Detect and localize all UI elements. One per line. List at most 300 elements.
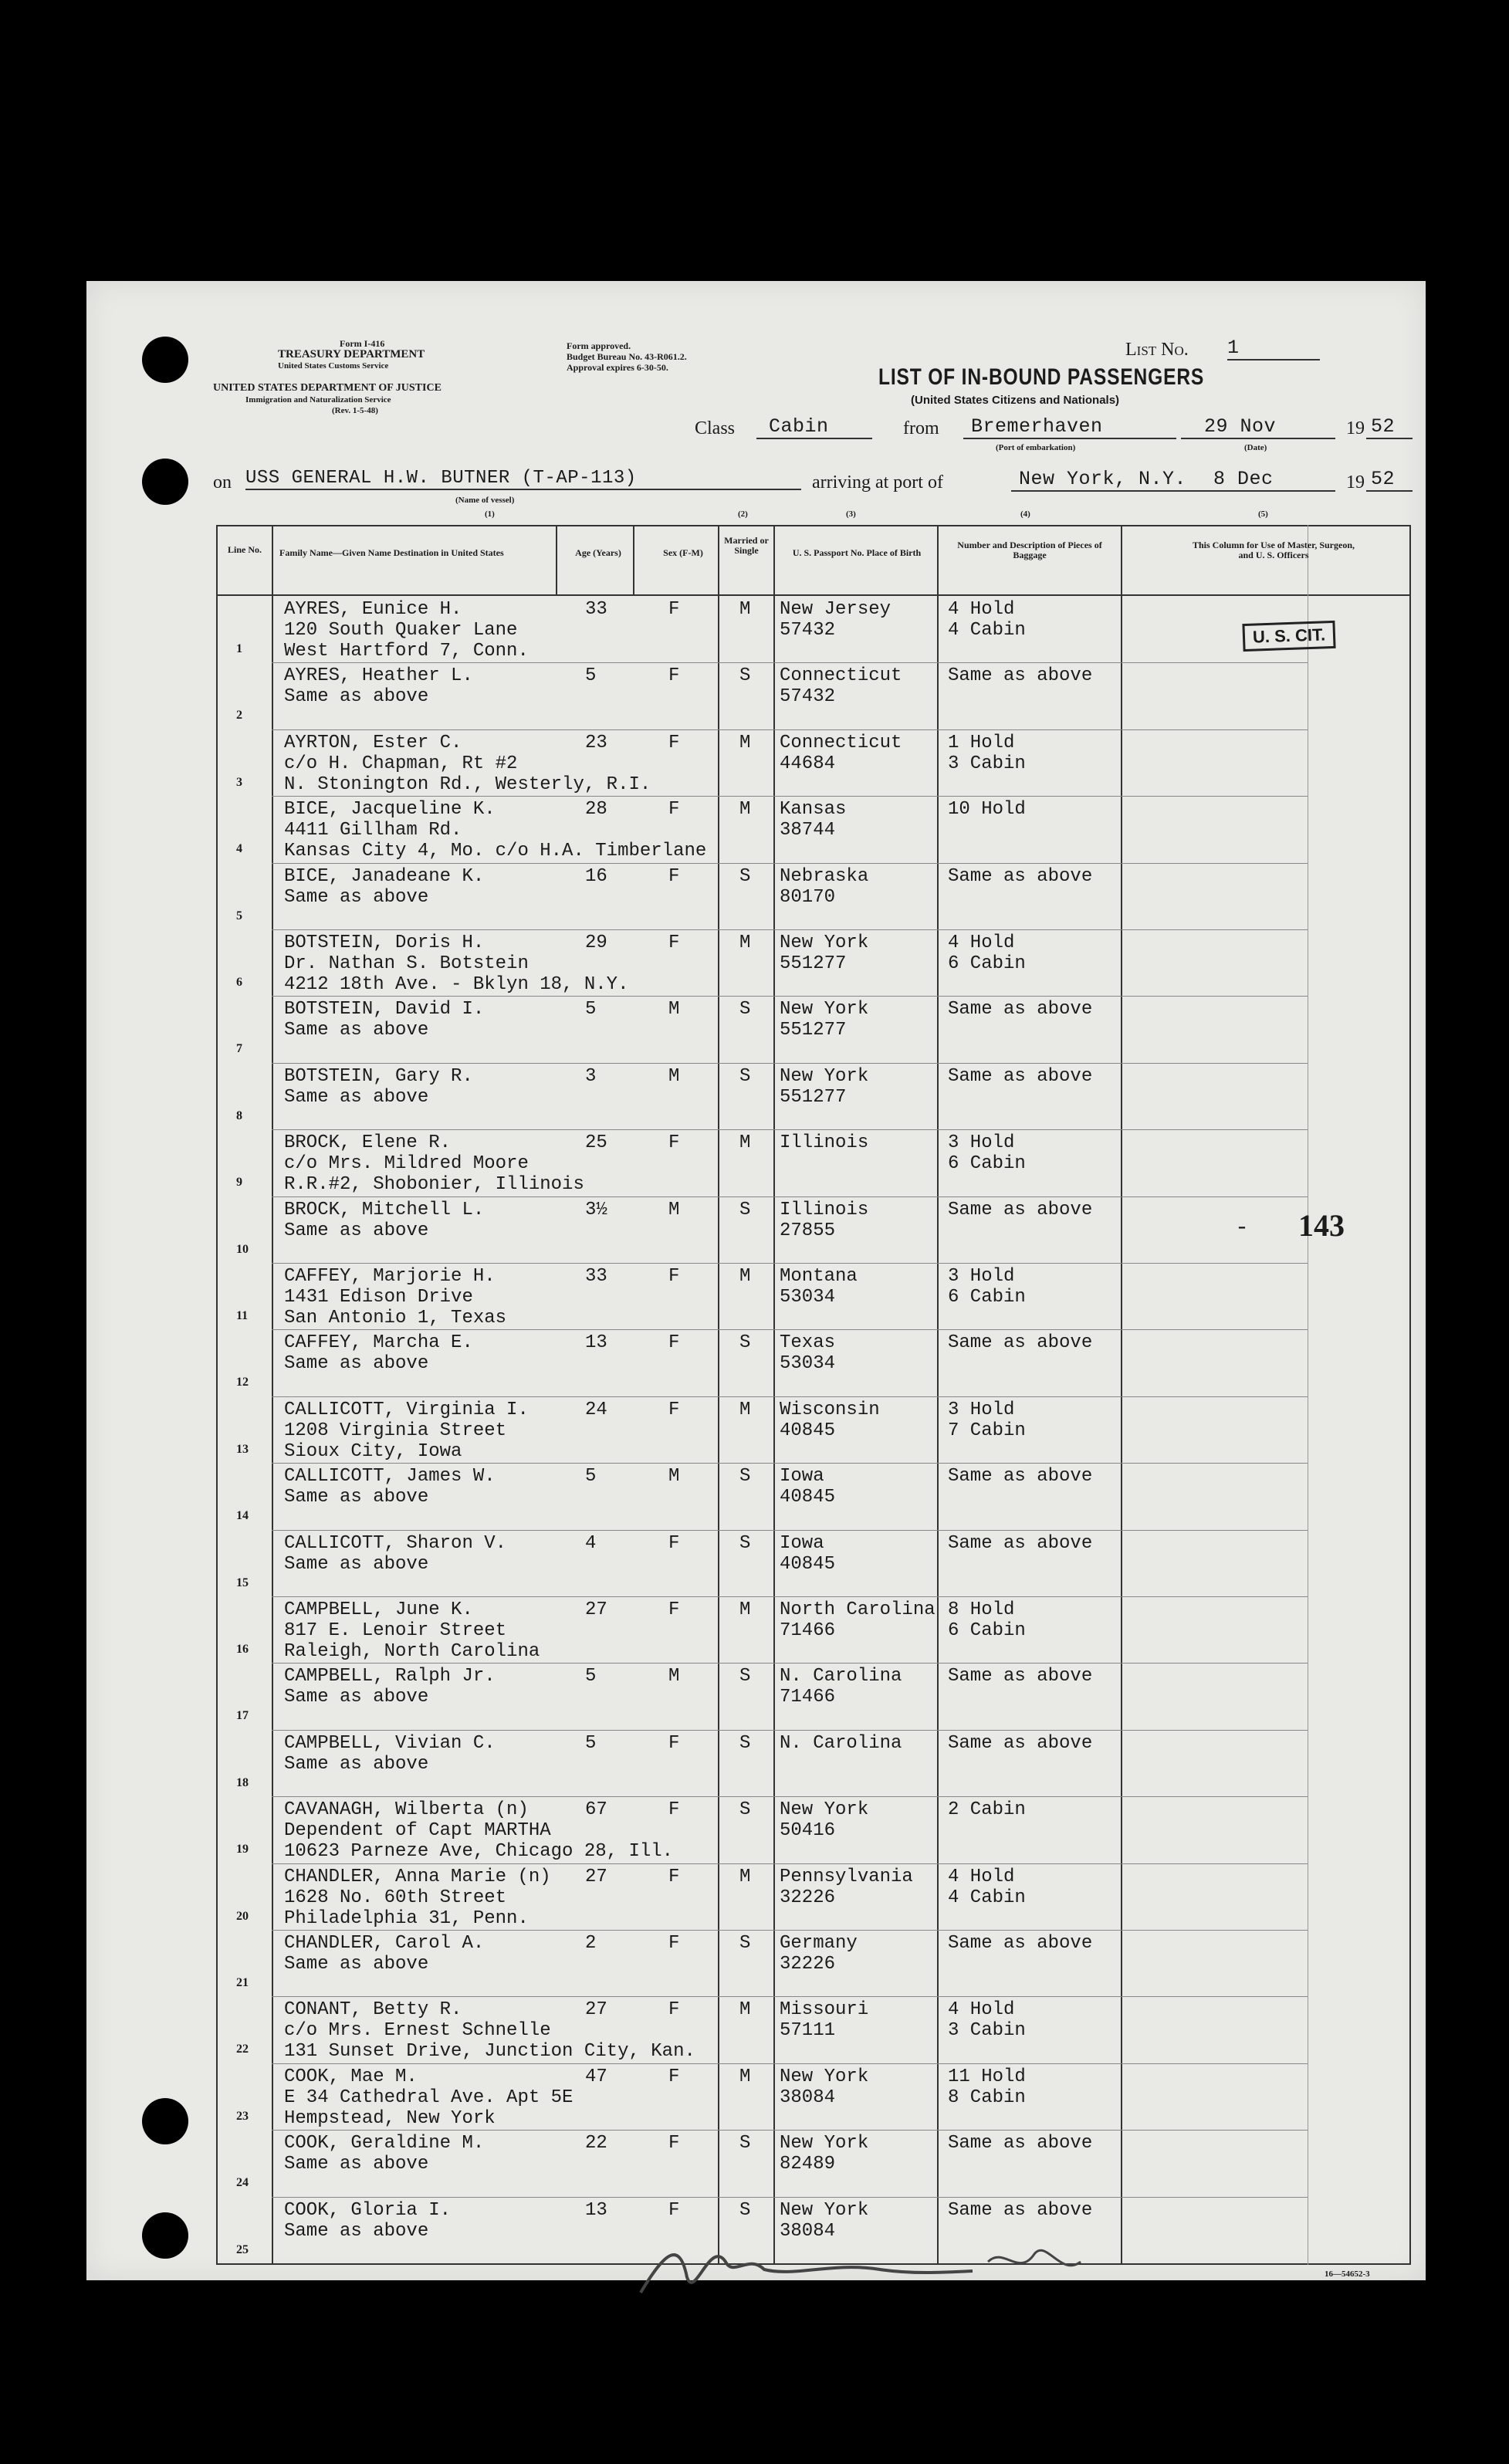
revision: (Rev. 1-5-48) [332, 406, 378, 415]
passenger-address-2: N. Stonington Rd., Westerly, R.I. [284, 773, 651, 795]
passenger-sex: F [668, 799, 680, 821]
passenger-sex: F [668, 1732, 680, 1754]
passport-number: 57432 [780, 620, 836, 641]
embarkation-caption: (Port of embarkation) [996, 443, 1076, 452]
passport-number: 551277 [780, 953, 847, 974]
passenger-age: 16 [585, 865, 607, 887]
marital-status: S [739, 1065, 751, 1087]
row-divider [272, 1463, 1308, 1464]
passenger-age: 24 [585, 1399, 607, 1420]
row-divider [272, 1596, 1308, 1597]
place-of-birth: Montana [780, 1266, 858, 1287]
passport-number: 38744 [780, 820, 836, 841]
passport-number: 40845 [780, 1420, 836, 1441]
passenger-name: BICE, Jacqueline K. [284, 799, 496, 821]
place-of-birth: New York [780, 1799, 869, 1821]
passenger-name: CAFFEY, Marcha E. [284, 1332, 473, 1354]
class-label: Class [695, 418, 736, 438]
passenger-name: CAMPBELL, Ralph Jr. [284, 1666, 496, 1687]
line-number: 17 [236, 1709, 249, 1723]
marital-status: S [739, 1199, 751, 1220]
passport-number: 551277 [780, 1020, 847, 1041]
passenger-sex: F [668, 1599, 680, 1620]
passenger-age: 22 [585, 2133, 607, 2154]
passport-number: 40845 [780, 1487, 836, 1508]
col-line-pob [937, 525, 939, 2265]
line-number: 6 [236, 976, 242, 989]
line-number: 25 [236, 2242, 249, 2256]
marital-status: M [739, 799, 751, 821]
signature-scrawl [617, 2208, 1111, 2316]
passenger-age: 5 [585, 1666, 597, 1687]
document-title: LIST OF IN-BOUND PASSENGERS [878, 364, 1205, 390]
line-number: 13 [236, 1442, 249, 1456]
header-sex: Sex (F-M) [663, 547, 703, 558]
passport-number: 53034 [780, 1353, 836, 1375]
place-of-birth: Missouri [780, 1999, 869, 2021]
passenger-address-1: 120 South Quaker Lane [284, 620, 518, 641]
passenger-age: 33 [585, 599, 607, 620]
marital-status: M [739, 1266, 751, 1287]
passenger-sex: F [668, 865, 680, 887]
punch-hole [142, 2212, 188, 2259]
passenger-name: BROCK, Mitchell L. [284, 1199, 485, 1220]
passenger-name: CONANT, Betty R. [284, 1999, 462, 2021]
place-of-birth: N. Carolina [780, 1666, 902, 1687]
table-right-border [1409, 525, 1411, 2265]
baggage-line-2: 7 Cabin [948, 1420, 1026, 1441]
passport-number: 32226 [780, 1887, 836, 1908]
passenger-name: CAVANAGH, Wilberta (n) [284, 1799, 529, 1821]
baggage-line-1: 4 Hold [948, 1999, 1015, 2021]
passenger-name: CAMPBELL, June K. [284, 1599, 473, 1620]
baggage-line-2: 4 Cabin [948, 620, 1026, 641]
line-number: 1 [236, 642, 242, 655]
baggage-line-2: 6 Cabin [948, 1153, 1026, 1175]
passenger-sex: F [668, 1999, 680, 2021]
marital-status: M [739, 1599, 751, 1620]
passenger-age: 5 [585, 1466, 597, 1488]
header-officers: This Column for Use of Master, Surgeon, and U. S. Officers [1192, 540, 1355, 560]
arrival-year: 52 [1366, 468, 1413, 492]
vessel-name: USS GENERAL H.W. BUTNER (T-AP-113) [245, 468, 801, 490]
passenger-address-2: Kansas City 4, Mo. c/o H.A. Timberlane [284, 841, 707, 862]
col-line-baggage [1121, 525, 1122, 2265]
row-divider [272, 1796, 1308, 1797]
passport-number: 44684 [780, 753, 836, 774]
customs-service: United States Customs Service [278, 361, 389, 371]
passenger-address-1: Same as above [284, 1086, 429, 1108]
baggage-line-1: 1 Hold [948, 732, 1015, 753]
place-of-birth: Kansas [780, 799, 847, 821]
passenger-name: AYRES, Eunice H. [284, 599, 462, 620]
row-divider [272, 1663, 1308, 1664]
line-number: 15 [236, 1576, 249, 1589]
baggage-line-2: 6 Cabin [948, 953, 1026, 974]
document-subtitle: (United States Citizens and Nationals) [911, 394, 1120, 407]
punch-hole [142, 337, 188, 383]
vessel-caption: (Name of vessel) [455, 496, 515, 505]
approval-line-3: Approval expires 6-30-50. [567, 362, 668, 373]
passport-number: 38084 [780, 2220, 836, 2242]
row-divider [272, 796, 1308, 797]
marital-status: S [739, 2133, 751, 2154]
row-divider [272, 1063, 1308, 1064]
line-number: 11 [236, 1309, 249, 1322]
place-of-birth: Nebraska [780, 865, 869, 887]
passenger-age: 2 [585, 1933, 597, 1954]
baggage-line-1: 4 Hold [948, 599, 1015, 620]
passenger-address-1: Dependent of Capt MARTHA [284, 1820, 551, 1842]
column-number-4: (4) [1020, 509, 1030, 519]
baggage-line-2: 4 Cabin [948, 1887, 1026, 1908]
passport-number: 38084 [780, 2087, 836, 2108]
header-passport: U. S. Passport No. Place of Birth [792, 547, 922, 558]
line-number: 7 [236, 1042, 242, 1056]
passenger-address-1: 1431 Edison Drive [284, 1287, 473, 1308]
passenger-name: CHANDLER, Anna Marie (n) [284, 1866, 551, 1887]
column-number-5: (5) [1258, 509, 1268, 519]
line-number: 5 [236, 909, 242, 922]
header-line-no: Line No. [227, 544, 262, 555]
dept-name: TREASURY DEPARTMENT [278, 348, 425, 360]
line-number: 23 [236, 2109, 249, 2123]
passenger-sex: M [668, 1065, 680, 1087]
line-number: 10 [236, 1242, 249, 1256]
class-value: Cabin [756, 415, 872, 439]
baggage-line-2: 3 Cabin [948, 2020, 1026, 2042]
row-divider [272, 1396, 1308, 1397]
baggage-line-2: 6 Cabin [948, 1287, 1026, 1308]
passenger-address-2: Sioux City, Iowa [284, 1440, 462, 1462]
baggage-line-2: 8 Cabin [948, 2087, 1026, 2108]
line-number: 4 [236, 842, 242, 856]
col-line-passport [773, 525, 775, 2265]
row-divider [272, 863, 1308, 864]
passenger-age: 3 [585, 1065, 597, 1087]
baggage-line-1: 3 Hold [948, 1132, 1015, 1154]
place-of-birth: New York [780, 999, 869, 1020]
passenger-age: 13 [585, 1332, 607, 1354]
marital-status: M [739, 1866, 751, 1887]
row-divider [272, 1530, 1308, 1531]
baggage-line-1: Same as above [948, 1532, 1093, 1554]
table-left-border [216, 525, 218, 2265]
arrival-port: New York, N.Y. [1011, 468, 1181, 492]
line-number: 18 [236, 1775, 249, 1789]
marital-status: M [739, 1399, 751, 1420]
passenger-address-1: Same as above [284, 1487, 429, 1508]
form-number: Form I-416 [340, 338, 385, 349]
table-top-border [216, 525, 1411, 526]
baggage-line-1: Same as above [948, 1666, 1093, 1687]
passenger-age: 33 [585, 1266, 607, 1287]
date-caption: (Date) [1244, 443, 1267, 452]
place-of-birth: Texas [780, 1332, 836, 1354]
passenger-address-1: Dr. Nathan S. Botstein [284, 953, 529, 974]
row-divider [272, 1730, 1308, 1731]
passenger-address-2: 4212 18th Ave. - Bklyn 18, N.Y. [284, 974, 629, 995]
passenger-address-1: Same as above [284, 686, 429, 708]
arriving-label: arriving at port of [812, 472, 943, 492]
passport-number: 57111 [780, 2020, 836, 2042]
passenger-age: 27 [585, 1599, 607, 1620]
arrival-date: 8 Dec [1181, 468, 1335, 492]
list-no-label: List No. [1125, 340, 1189, 360]
passenger-address-1: Same as above [284, 1353, 429, 1375]
embarkation-date: 29 Nov [1181, 415, 1335, 439]
passenger-sex: F [668, 1866, 680, 1887]
passport-number: 82489 [780, 2154, 836, 2175]
baggage-line-1: 11 Hold [948, 2066, 1026, 2087]
passenger-name: CALLICOTT, Virginia I. [284, 1399, 529, 1420]
passenger-address-1: 1208 Virginia Street [284, 1420, 507, 1441]
passenger-name: COOK, Gloria I. [284, 2199, 452, 2221]
line-number: 8 [236, 1108, 242, 1122]
marital-status: S [739, 865, 751, 887]
doj-name: UNITED STATES DEPARTMENT OF JUSTICE [213, 382, 442, 394]
row-divider [272, 1129, 1308, 1130]
passenger-name: BOTSTEIN, Doris H. [284, 932, 485, 953]
passenger-sex: F [668, 1132, 680, 1154]
passenger-name: CAFFEY, Marjorie H. [284, 1266, 496, 1287]
passenger-address-1: Same as above [284, 2220, 429, 2242]
place-of-birth: Iowa [780, 1532, 824, 1554]
annotation-dash: - [1235, 1215, 1250, 1241]
passenger-address-2: Hempstead, New York [284, 2107, 496, 2129]
baggage-line-1: 4 Hold [948, 1866, 1015, 1887]
passenger-age: 67 [585, 1799, 607, 1821]
approval-line-1: Form approved. [567, 340, 631, 351]
marital-status: S [739, 1532, 751, 1554]
from-label: from [903, 418, 939, 438]
row-divider [272, 1329, 1308, 1330]
baggage-line-2: 3 Cabin [948, 753, 1026, 774]
passenger-age: 27 [585, 1999, 607, 2021]
passenger-name: CALLICOTT, Sharon V. [284, 1532, 507, 1554]
us-citizen-stamp: U. S. CIT. [1242, 621, 1335, 652]
marital-status: M [739, 732, 751, 753]
baggage-line-1: Same as above [948, 999, 1093, 1020]
baggage-line-1: 4 Hold [948, 932, 1015, 953]
place-of-birth: Iowa [780, 1466, 824, 1488]
line-number: 24 [236, 2176, 249, 2190]
passenger-sex: F [668, 2199, 680, 2221]
marital-status: S [739, 2199, 751, 2221]
row-divider [272, 2130, 1308, 2131]
header-name: Family Name—Given Name Destination in United States [279, 547, 504, 558]
baggage-line-1: Same as above [948, 1199, 1093, 1220]
passport-number: 53034 [780, 1287, 836, 1308]
passenger-sex: F [668, 1399, 680, 1420]
passport-number: 32226 [780, 1954, 836, 1975]
row-divider [272, 1996, 1308, 1997]
passenger-name: CALLICOTT, James W. [284, 1466, 496, 1488]
passenger-age: 5 [585, 999, 597, 1020]
row-divider [272, 929, 1308, 930]
passenger-address-1: Same as above [284, 1954, 429, 1975]
passenger-name: CHANDLER, Carol A. [284, 1933, 485, 1954]
passenger-age: 13 [585, 2199, 607, 2221]
arrival-year-prefix: 19 [1346, 472, 1365, 492]
baggage-line-2: 6 Cabin [948, 1620, 1026, 1641]
column-number-2: (2) [738, 509, 748, 519]
passenger-sex: F [668, 1799, 680, 1821]
annotation-number: 143 [1298, 1208, 1345, 1243]
row-divider [272, 1263, 1308, 1264]
place-of-birth: N. Carolina [780, 1732, 902, 1754]
passenger-age: 29 [585, 932, 607, 953]
list-no-value: 1 [1227, 337, 1320, 360]
on-label: on [213, 472, 232, 492]
row-divider [272, 1863, 1308, 1864]
line-number: 14 [236, 1509, 249, 1523]
col-line-sex [633, 525, 634, 596]
place-of-birth: North Carolina [780, 1599, 936, 1620]
marital-status: M [739, 1999, 751, 2021]
header-married: Married or Single [724, 535, 769, 556]
passenger-age: 3½ [585, 1199, 607, 1220]
marital-status: M [739, 1132, 751, 1154]
passenger-address-1: Same as above [284, 1553, 429, 1575]
passenger-address-2: San Antonio 1, Texas [284, 1308, 507, 1328]
passenger-name: BROCK, Elene R. [284, 1132, 452, 1154]
passenger-sex: F [668, 665, 680, 687]
passenger-age: 47 [585, 2066, 607, 2087]
passenger-address-1: 1628 No. 60th Street [284, 1887, 507, 1908]
baggage-line-1: Same as above [948, 1732, 1093, 1754]
passenger-address-1: c/o Mrs. Ernest Schnelle [284, 2020, 551, 2042]
passenger-address-2: 131 Sunset Drive, Junction City, Kan. [284, 2041, 695, 2063]
place-of-birth: Pennsylvania [780, 1866, 913, 1887]
passenger-sex: M [668, 999, 680, 1020]
passport-number: 71466 [780, 1687, 836, 1708]
passenger-name: AYRTON, Ester C. [284, 732, 462, 753]
row-divider [272, 996, 1308, 997]
passenger-address-1: Same as above [284, 1220, 429, 1241]
place-of-birth: Illinois [780, 1132, 869, 1154]
passenger-address-1: Same as above [284, 1020, 429, 1041]
passenger-age: 25 [585, 1132, 607, 1154]
passenger-age: 4 [585, 1532, 597, 1554]
line-number: 22 [236, 2043, 249, 2056]
baggage-line-1: 3 Hold [948, 1399, 1015, 1420]
place-of-birth: New York [780, 932, 869, 953]
baggage-line-1: 10 Hold [948, 799, 1026, 821]
passenger-name: AYRES, Heather L. [284, 665, 473, 687]
punch-hole [142, 459, 188, 505]
baggage-line-1: Same as above [948, 1065, 1093, 1087]
passenger-sex: F [668, 2133, 680, 2154]
passenger-address-2: R.R.#2, Shobonier, Illinois [284, 1174, 584, 1196]
passenger-name: BOTSTEIN, David I. [284, 999, 485, 1020]
passenger-age: 27 [585, 1866, 607, 1887]
embarkation-port: Bremerhaven [963, 415, 1176, 439]
approval-line-2: Budget Bureau No. 43-R061.2. [567, 351, 687, 362]
col-line-line-no [272, 525, 273, 2265]
column-number-3: (3) [846, 509, 856, 519]
marital-status: M [739, 2066, 751, 2087]
embarkation-year: 52 [1366, 415, 1413, 439]
marital-status: S [739, 1666, 751, 1687]
passenger-address-1: 4411 Gillham Rd. [284, 820, 462, 841]
passenger-address-2: West Hartford 7, Conn. [284, 641, 529, 662]
passenger-address-1: c/o Mrs. Mildred Moore [284, 1153, 529, 1175]
passenger-age: 23 [585, 732, 607, 753]
passenger-address-2: 10623 Parneze Ave, Chicago 28, Ill. [284, 1841, 674, 1863]
passenger-sex: F [668, 1332, 680, 1354]
baggage-line-1: 8 Hold [948, 1599, 1015, 1620]
baggage-line-1: Same as above [948, 865, 1093, 887]
passenger-age: 28 [585, 799, 607, 821]
place-of-birth: Germany [780, 1933, 858, 1954]
line-number: 20 [236, 1909, 249, 1923]
passenger-sex: M [668, 1199, 680, 1220]
passenger-address-1: Same as above [284, 1753, 429, 1775]
passenger-name: CAMPBELL, Vivian C. [284, 1732, 496, 1754]
passenger-address-1: c/o H. Chapman, Rt #2 [284, 753, 518, 774]
line-number: 12 [236, 1376, 249, 1389]
passenger-address-2: Philadelphia 31, Penn. [284, 1907, 529, 1929]
footer-code: 16—54652-3 [1325, 2269, 1370, 2279]
passport-number: 40845 [780, 1553, 836, 1575]
marital-status: S [739, 1332, 751, 1354]
baggage-line-1: Same as above [948, 1933, 1093, 1954]
place-of-birth: New York [780, 2199, 869, 2221]
place-of-birth: New Jersey [780, 599, 892, 620]
passenger-sex: F [668, 2066, 680, 2087]
baggage-line-1: Same as above [948, 2133, 1093, 2154]
line-number: 16 [236, 1643, 249, 1656]
column-number-1: (1) [485, 509, 495, 519]
baggage-line-1: Same as above [948, 2199, 1093, 2221]
passenger-name: COOK, Geraldine M. [284, 2133, 485, 2154]
passenger-address-1: 817 E. Lenoir Street [284, 1620, 507, 1641]
marital-status: S [739, 999, 751, 1020]
marital-status: S [739, 1799, 751, 1821]
line-number: 2 [236, 709, 242, 723]
row-divider [272, 729, 1308, 730]
line-number: 19 [236, 1843, 249, 1856]
passenger-address-1: E 34 Cathedral Ave. Apt 5E [284, 2087, 573, 2108]
row-divider [272, 2197, 1308, 2198]
header-baggage: Number and Description of Pieces of Baggage [957, 540, 1102, 560]
passport-number: 27855 [780, 1220, 836, 1241]
header-age: Age (Years) [575, 547, 621, 558]
baggage-line-1: Same as above [948, 665, 1093, 687]
line-number: 9 [236, 1176, 242, 1190]
passenger-sex: F [668, 1933, 680, 1954]
row-divider [272, 662, 1308, 663]
row-divider [272, 2063, 1308, 2064]
passenger-name: COOK, Mae M. [284, 2066, 418, 2087]
passport-number: 57432 [780, 686, 836, 708]
passenger-name: BICE, Janadeane K. [284, 865, 485, 887]
place-of-birth: Illinois [780, 1199, 869, 1220]
marital-status: M [739, 599, 751, 620]
col-line-age [556, 525, 557, 596]
row-divider [272, 1930, 1308, 1931]
line-number: 21 [236, 1976, 249, 1989]
marital-status: S [739, 665, 751, 687]
passenger-age: 5 [585, 665, 597, 687]
passenger-address-1: Same as above [284, 886, 429, 908]
baggage-line-1: 2 Cabin [948, 1799, 1026, 1821]
marital-status: S [739, 1466, 751, 1488]
baggage-line-1: 3 Hold [948, 1266, 1015, 1287]
passport-number: 80170 [780, 886, 836, 908]
passenger-sex: M [668, 1466, 680, 1488]
